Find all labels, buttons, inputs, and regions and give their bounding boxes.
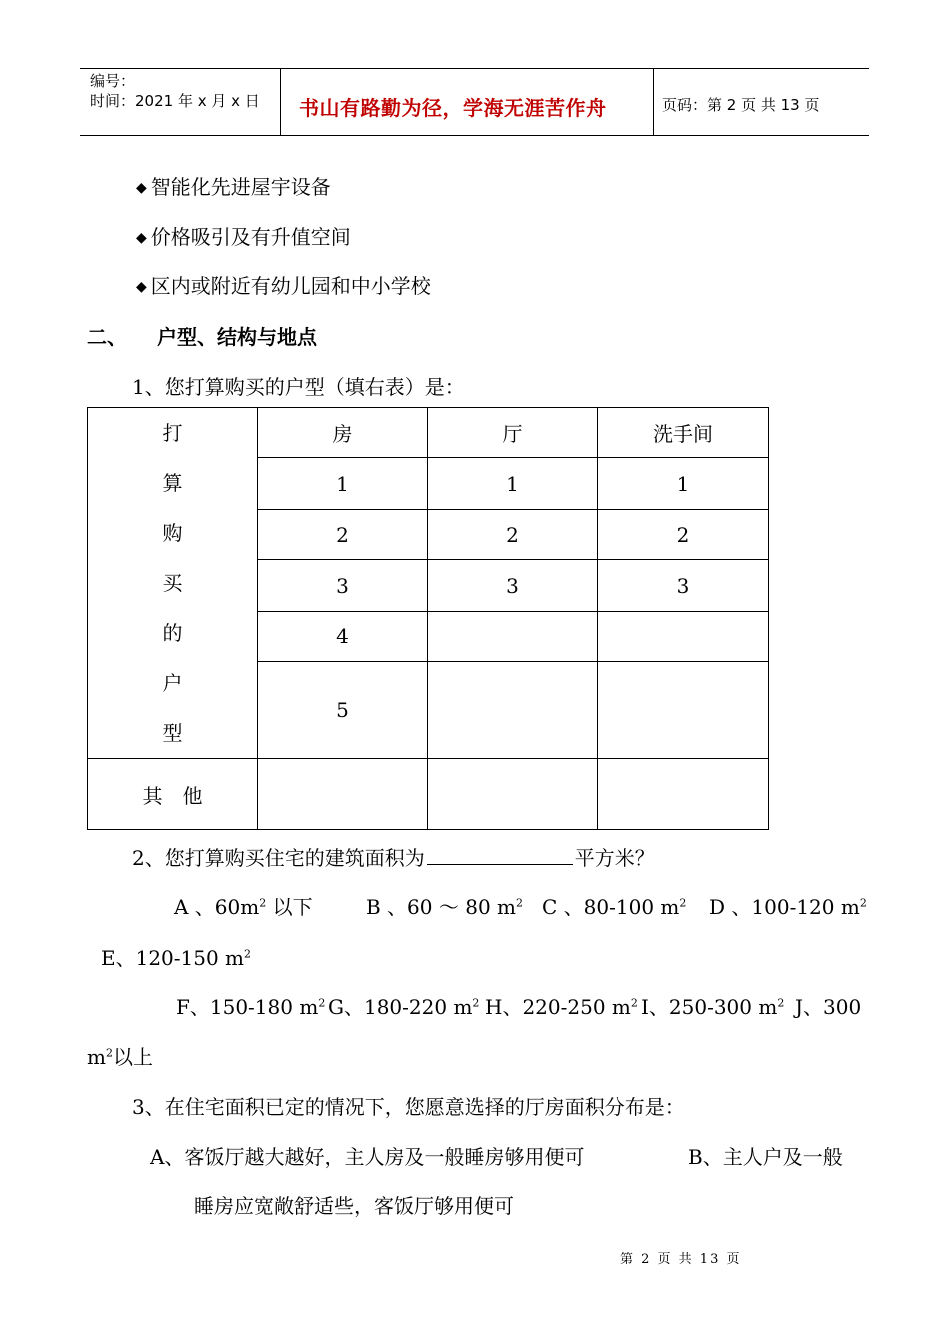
list-item xyxy=(136,221,351,250)
diamond-bullet-icon: ◆ xyxy=(136,230,147,246)
section-heading xyxy=(87,321,317,350)
option-e-text: E、120-150 m xyxy=(101,946,245,970)
superscript: 2 xyxy=(244,947,252,961)
option-j-unit: m xyxy=(87,1045,106,1069)
other-label-cell: 其 他 xyxy=(88,759,258,830)
table-cell xyxy=(598,662,769,759)
list-item-text: 智能化先进屋宇设备 xyxy=(150,175,331,199)
row-header-cell xyxy=(88,408,258,759)
q3-option-a: A、客饭厅越大越好，主人房及一般睡房够用便可 xyxy=(150,1145,585,1169)
table-cell xyxy=(598,611,769,661)
table-cell xyxy=(428,759,598,830)
row-header-char: 购 xyxy=(162,521,183,545)
option-f xyxy=(176,991,325,1020)
diamond-bullet-icon: ◆ xyxy=(136,180,147,196)
option-h xyxy=(485,991,638,1020)
question-2-suffix: 平方米？ xyxy=(574,846,655,870)
header-divider-right xyxy=(653,68,654,136)
table-cell: 5 xyxy=(258,662,428,759)
option-j-cont xyxy=(87,1041,153,1070)
section-title: 户型、结构与地点 xyxy=(157,325,317,349)
table-cell: 4 xyxy=(258,611,428,661)
table-cell xyxy=(428,611,598,661)
section-number: 二、 xyxy=(87,325,127,349)
table-cell: 1 xyxy=(598,458,769,509)
option-a-text: A 、60m xyxy=(174,895,260,919)
option-g xyxy=(328,991,479,1020)
column-header-hall: 厅 xyxy=(428,408,598,458)
row-header-char: 的 xyxy=(162,621,183,645)
superscript: 2 xyxy=(516,896,523,910)
table-cell: 1 xyxy=(428,458,598,509)
option-j-after: 以上 xyxy=(112,1045,153,1069)
question-2-prefix: 2、您打算购买住宅的建筑面积为 xyxy=(132,846,425,870)
list-item xyxy=(136,270,431,299)
question-3: 3、在住宅面积已定的情况下，您愿意选择的厅房面积分布是： xyxy=(132,1095,685,1119)
table-cell: 2 xyxy=(598,509,769,559)
header-motto: 书山有路勤为径，学海无涯苦作舟 xyxy=(299,96,607,120)
q3-option-b-cont: 睡房应宽敞舒适些，客饭厅够用便可 xyxy=(194,1194,514,1218)
option-c-text: C 、80-100 m xyxy=(542,895,680,919)
header-time-label: 时间：2021 年 x 月 x 日 xyxy=(90,92,260,110)
option-g-text: G、180-220 m xyxy=(328,995,473,1019)
row-header-char: 型 xyxy=(162,721,183,745)
q3-option-b: B、主人户及一般 xyxy=(688,1145,843,1169)
superscript: 2 xyxy=(105,1046,113,1060)
question-2 xyxy=(132,842,655,871)
option-a xyxy=(174,891,313,920)
table-cell: 2 xyxy=(428,509,598,559)
list-item xyxy=(136,171,331,200)
superscript: 2 xyxy=(472,996,480,1010)
header-divider-left xyxy=(280,68,281,136)
header-number-label: 编号： xyxy=(90,72,136,90)
table-cell: 3 xyxy=(258,560,428,611)
superscript: 2 xyxy=(777,996,785,1010)
table-cell: 3 xyxy=(428,560,598,611)
superscript: 2 xyxy=(630,996,638,1010)
option-j-text: J、300 xyxy=(795,995,862,1019)
header-top-border xyxy=(80,68,869,69)
header-page-info: 页码：第 2 页 共 13 页 xyxy=(662,96,820,114)
row-header-char: 户 xyxy=(162,671,183,695)
table-cell xyxy=(598,759,769,830)
option-i xyxy=(641,991,784,1020)
question-1: 1、您打算购买的户型（填右表）是： xyxy=(132,375,465,399)
row-header-char: 打 xyxy=(162,421,183,445)
table-cell xyxy=(258,759,428,830)
column-header-bathroom: 洗手间 xyxy=(598,408,769,458)
column-header-room: 房 xyxy=(258,408,428,458)
option-f-text: F、150-180 m xyxy=(176,995,319,1019)
superscript: 2 xyxy=(259,896,267,910)
option-b xyxy=(366,891,523,920)
diamond-bullet-icon: ◆ xyxy=(136,279,147,295)
list-item-text: 价格吸引及有升值空间 xyxy=(150,225,351,249)
option-a-after: 以下 xyxy=(266,895,313,919)
list-item-text: 区内或附近有幼儿园和中小学校 xyxy=(150,274,431,298)
row-header-char: 算 xyxy=(162,471,183,495)
superscript: 2 xyxy=(318,996,326,1010)
table-cell: 2 xyxy=(258,509,428,559)
row-header-char: 买 xyxy=(162,571,183,595)
option-j xyxy=(795,991,861,1020)
table-cell xyxy=(428,662,598,759)
table-cell: 1 xyxy=(258,458,428,509)
option-d-text: D 、100-120 m xyxy=(709,895,860,919)
option-c xyxy=(542,891,686,920)
superscript: 2 xyxy=(859,896,867,910)
option-i-text: I、250-300 m xyxy=(641,995,778,1019)
area-blank xyxy=(427,844,573,865)
option-h-text: H、220-250 m xyxy=(485,995,631,1019)
table-cell: 3 xyxy=(598,560,769,611)
option-e xyxy=(101,942,251,971)
unit-type-table xyxy=(87,407,769,830)
page-footer: 第 2 页 共 13 页 xyxy=(620,1252,742,1267)
header-bottom-border xyxy=(80,135,869,136)
option-d xyxy=(709,891,867,920)
superscript: 2 xyxy=(679,896,687,910)
option-b-text: B 、60 ～ 80 m xyxy=(366,895,516,919)
